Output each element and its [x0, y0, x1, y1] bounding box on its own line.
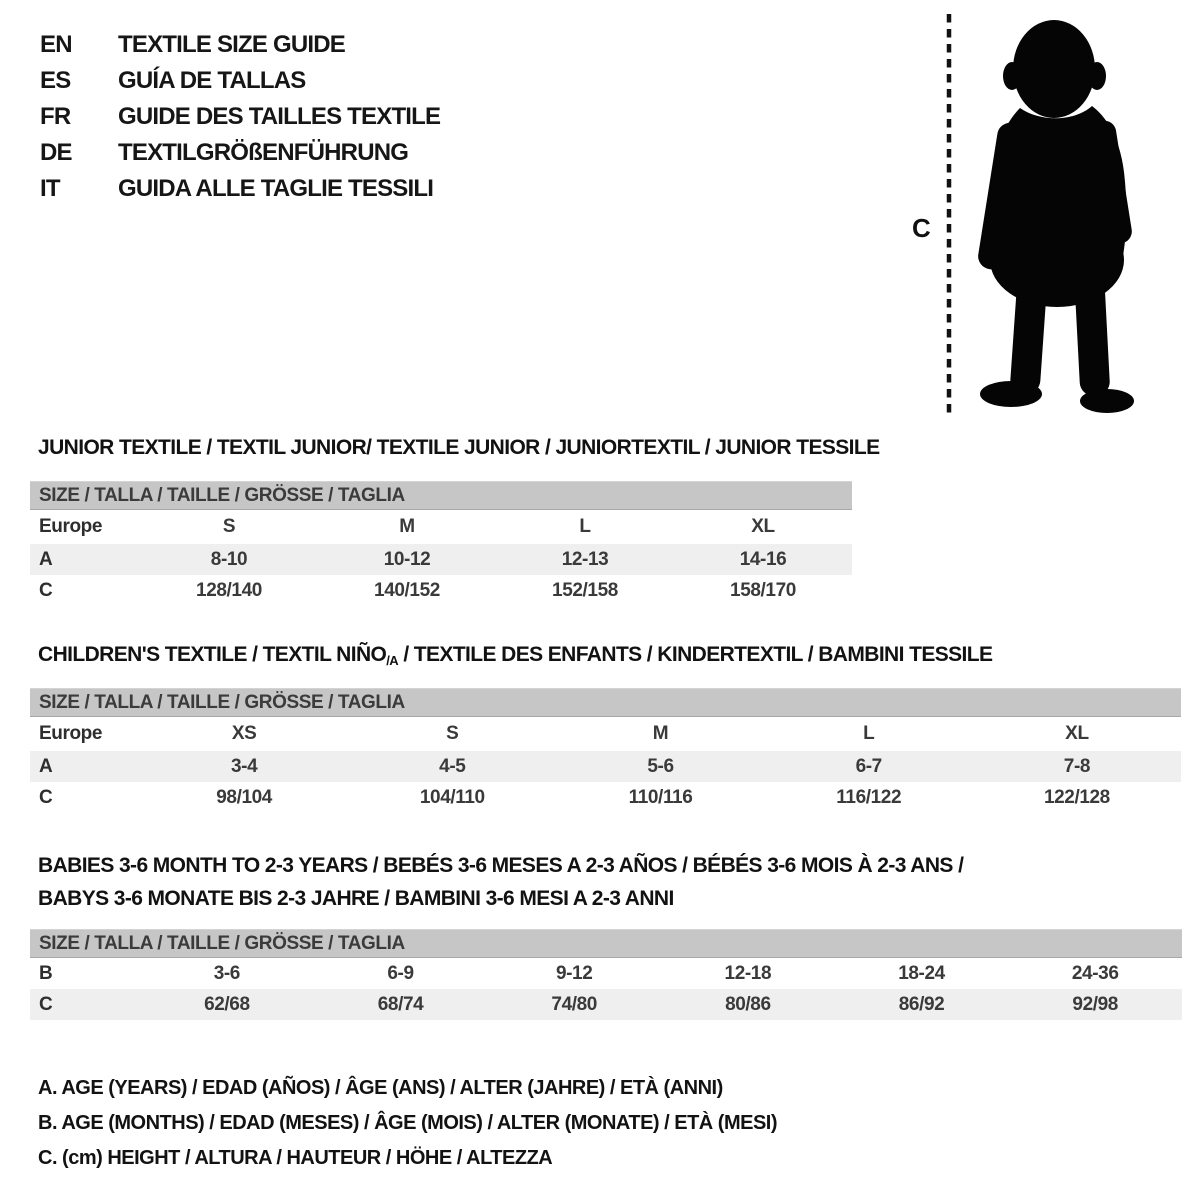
lang-code: IT [40, 175, 60, 202]
size-cell: 10-12 [383, 548, 431, 570]
column-header: S [222, 516, 236, 537]
size-cell: 68/74 [377, 993, 424, 1015]
table-row [30, 575, 852, 606]
size-cell: 104/110 [419, 786, 485, 808]
size-cell: 86/92 [898, 993, 945, 1015]
size-cell: 12-13 [561, 548, 609, 570]
junior-size-table [30, 481, 852, 606]
junior-section-heading: JUNIOR TEXTILE / TEXTIL JUNIOR/ TEXTILE JUNIOR / JUNIORTEXTIL / JUNIOR TESSILE [38, 436, 880, 459]
language-title-list [40, 27, 440, 207]
size-cell: 12-18 [724, 962, 772, 984]
lang-row-it [40, 171, 440, 207]
babies-heading-line2: BABYS 3-6 MONATE BIS 2-3 JAHRE / BAMBINI 3-6 MESI A 2-3 ANNI [38, 887, 674, 910]
size-cell: 152/158 [552, 579, 618, 601]
size-cell: 6-7 [855, 755, 882, 777]
size-cell: 110/116 [628, 786, 693, 808]
size-cell: 116/122 [836, 786, 902, 808]
size-cell: 62/68 [204, 993, 250, 1015]
column-header: M [652, 723, 669, 744]
size-cell: 5-6 [647, 755, 674, 777]
table-header-row [30, 510, 852, 544]
row-label: C [39, 993, 53, 1015]
column-header: Europe [39, 516, 103, 537]
lang-code: EN [40, 31, 72, 58]
table-row [30, 989, 1182, 1020]
column-header: M [399, 516, 415, 537]
babies-size-header-bar: SIZE / TALLA / TAILLE / GRÖSSE / TAGLIA [30, 929, 1182, 958]
size-cell: 122/128 [1043, 786, 1110, 808]
size-cell: 9-12 [555, 962, 593, 984]
babies-size-table [30, 929, 1182, 1020]
toddler-silhouette-shape [976, 20, 1134, 413]
lang-title: GUIDA ALLE TAGLIE TESSILI [118, 175, 434, 202]
lang-row-en [40, 27, 440, 63]
column-header: XL [1065, 723, 1089, 744]
lang-code: FR [40, 103, 71, 130]
column-header: XL [751, 516, 775, 537]
row-label: C [39, 579, 53, 601]
children-size-table [30, 688, 1181, 813]
size-cell: 92/98 [1072, 993, 1118, 1015]
column-header: XS [231, 723, 257, 744]
toddler-silhouette-icon [936, 10, 1148, 424]
babies-section-heading [38, 849, 963, 915]
size-cell: 4-5 [439, 755, 466, 777]
size-cell: 8-10 [210, 548, 248, 570]
legend-line-a: A. AGE (YEARS) / EDAD (AÑOS) / ÂGE (ANS) / ALTER (JAHRE) / ETÀ (ANNI) [38, 1077, 723, 1099]
table-row [30, 782, 1181, 813]
size-cell: 74/80 [551, 993, 597, 1015]
table-row [30, 958, 1182, 989]
children-heading-suffix: / TEXTILE DES ENFANTS / KINDERTEXTIL / BAMBINI TESSILE [398, 643, 993, 666]
row-label: A [39, 548, 53, 570]
size-cell: 6-9 [387, 962, 414, 984]
row-label: A [39, 755, 53, 777]
children-heading-prefix: CHILDREN'S TEXTILE / TEXTIL NIÑO [38, 643, 387, 666]
column-header: L [863, 723, 875, 744]
lang-title: GUIDE DES TAILLES TEXTILE [118, 103, 441, 130]
lang-row-es [40, 63, 440, 99]
table-header-row [30, 717, 1181, 751]
babies-heading-line1: BABIES 3-6 MONTH TO 2-3 YEARS / BEBÉS 3-6 MESES A 2-3 AÑOS / BÉBÉS 3-6 MOIS À 2-3 ANS / [38, 854, 964, 877]
row-label: B [39, 962, 53, 984]
column-header: L [579, 516, 591, 537]
size-cell: 158/170 [730, 579, 796, 601]
children-heading-subscript: /A [386, 653, 399, 668]
lang-code: ES [40, 67, 71, 94]
measurement-legend [38, 1071, 777, 1176]
size-cell: 128/140 [196, 579, 262, 601]
legend-line-c: C. (cm) HEIGHT / ALTURA / HAUTEUR / HÖHE / ALTEZZA [38, 1147, 553, 1169]
lang-row-de [40, 135, 440, 171]
size-cell: 3-4 [230, 755, 258, 777]
lang-title: TEXTILGRÖßENFÜHRUNG [118, 139, 409, 166]
lang-title: TEXTILE SIZE GUIDE [118, 31, 345, 58]
size-cell: 18-24 [898, 962, 945, 984]
children-section-heading [38, 643, 992, 668]
column-header: Europe [39, 723, 103, 744]
height-measure-label: C [912, 213, 931, 243]
size-cell: 80/86 [725, 993, 771, 1015]
lang-title: GUÍA DE TALLAS [118, 67, 306, 94]
column-header: S [446, 723, 459, 744]
lang-row-fr [40, 99, 440, 135]
lang-code: DE [40, 139, 72, 166]
junior-size-header-bar: SIZE / TALLA / TAILLE / GRÖSSE / TAGLIA [30, 481, 852, 510]
size-cell: 140/152 [374, 579, 440, 601]
size-cell: 14-16 [739, 548, 787, 570]
table-row [30, 544, 852, 575]
row-label: C [39, 786, 53, 808]
size-cell: 3-6 [213, 962, 240, 984]
children-size-header-bar: SIZE / TALLA / TAILLE / GRÖSSE / TAGLIA [30, 688, 1181, 717]
table-row [30, 751, 1181, 782]
size-cell: 7-8 [1063, 755, 1091, 777]
legend-line-b: B. AGE (MONTHS) / EDAD (MESES) / ÂGE (MOIS) / ALTER (MONATE) / ETÀ (MESI) [38, 1112, 778, 1134]
size-cell: 24-36 [1071, 962, 1119, 984]
size-cell: 98/104 [216, 786, 272, 808]
